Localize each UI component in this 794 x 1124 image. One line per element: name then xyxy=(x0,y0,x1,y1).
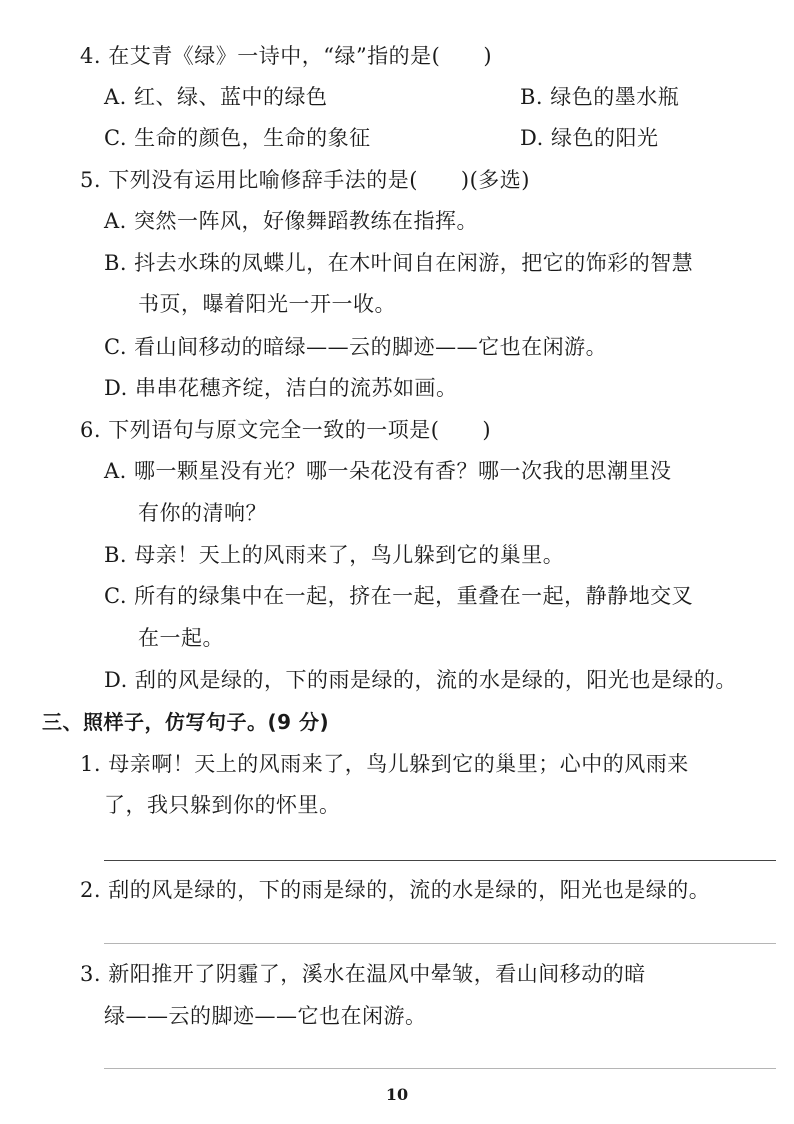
question-5-option-b-line-2: 书页，曝着阳光一开一收。 xyxy=(138,292,396,316)
question-6-option-c-line-2: 在一起。 xyxy=(138,626,224,650)
answer-line-1[interactable] xyxy=(104,860,776,861)
answer-line-3[interactable] xyxy=(104,1068,776,1069)
question-4-option-d: D. 绿色的阳光 xyxy=(520,126,659,150)
question-6-option-c-line-1: C. 所有的绿集中在一起，挤在一起，重叠在一起，静静地交叉 xyxy=(104,584,694,608)
question-6-option-b: B. 母亲！天上的风雨来了，鸟儿躲到它的巢里。 xyxy=(104,543,565,567)
page-number: 10 xyxy=(385,1085,409,1104)
question-5-option-d: D. 串串花穗齐绽，洁白的流苏如画。 xyxy=(104,376,458,400)
section-3-item-3-line-2: 绿——云的脚迹——它也在闲游。 xyxy=(104,1004,427,1028)
question-5-option-a: A. 突然一阵风，好像舞蹈教练在指挥。 xyxy=(104,209,479,233)
section-3-item-1-line-1: 1. 母亲啊！天上的风雨来了，鸟儿躲到它的巢里；心中的风雨来 xyxy=(80,752,689,776)
question-6-option-a-line-2: 有你的清响？ xyxy=(138,501,267,525)
question-6-option-a-line-1: A. 哪一颗星没有光？哪一朵花没有香？哪一次我的思潮里没 xyxy=(104,459,672,483)
question-6-option-d: D. 刮的风是绿的，下的雨是绿的，流的水是绿的，阳光也是绿的。 xyxy=(104,668,737,692)
section-3-item-2: 2. 刮的风是绿的，下的雨是绿的，流的水是绿的，阳光也是绿的。 xyxy=(80,878,711,902)
question-5-option-b-line-1: B. 抖去水珠的凤蝶儿，在木叶间自在闲游，把它的饰彩的智慧 xyxy=(104,251,694,275)
question-6-stem: 6. 下列语句与原文完全一致的一项是( ) xyxy=(80,418,492,442)
question-4-option-c: C. 生命的颜色，生命的象征 xyxy=(104,126,371,150)
question-5-stem: 5. 下列没有运用比喻修辞手法的是( )(多选) xyxy=(80,168,530,192)
section-3-title: 三、照样子，仿写句子。(9 分) xyxy=(42,710,330,734)
section-3-item-3-line-1: 3. 新阳推开了阴霾了，溪水在温风中晕皱，看山间移动的暗 xyxy=(80,962,646,986)
question-5-option-c: C. 看山间移动的暗绿——云的脚迹——它也在闲游。 xyxy=(104,335,608,359)
question-4-option-a: A. 红、绿、蓝中的绿色 xyxy=(104,85,328,109)
answer-line-2[interactable] xyxy=(104,943,776,944)
section-3-item-1-line-2: 了，我只躲到你的怀里。 xyxy=(104,793,341,817)
question-4-option-b: B. 绿色的墨水瓶 xyxy=(520,85,680,109)
question-4-stem: 4. 在艾青《绿》一诗中，“绿”指的是( ) xyxy=(80,44,493,68)
